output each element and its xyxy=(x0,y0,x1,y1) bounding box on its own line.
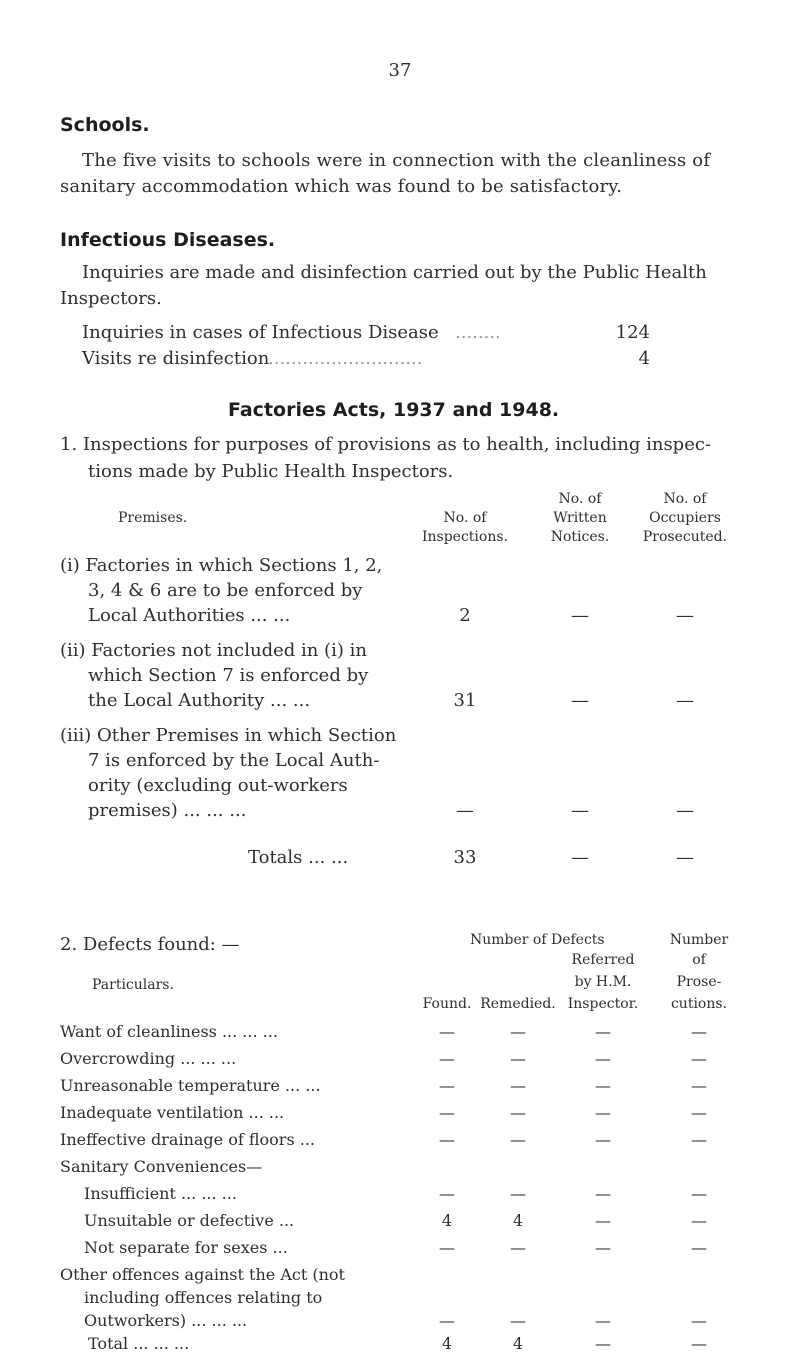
col-prosecuted-header-2: Occupiers xyxy=(649,510,721,526)
infectious-intro-line2: Inspectors. xyxy=(60,288,162,309)
col-referred-header-2: by H.M. xyxy=(574,974,632,990)
defect-found: — xyxy=(439,1130,455,1149)
premises-row-line: 3, 4 & 6 are to be enforced by xyxy=(88,580,363,601)
defect-found: — xyxy=(439,1049,455,1068)
defect-row xyxy=(0,1211,801,1233)
premises-row-line: which Section 7 is enforced by xyxy=(88,665,369,686)
row-notices: — xyxy=(571,690,589,711)
row-inspections: — xyxy=(456,800,474,821)
col-prosecuted-header-3: Prosecuted. xyxy=(642,529,728,545)
defect-label: Inadequate ventilation ... ... xyxy=(60,1103,285,1122)
defect-label: Unreasonable temperature ... ... xyxy=(60,1076,321,1095)
premises-row-line: Local Authorities ... ... xyxy=(88,605,291,626)
defect-label: Insufficient ... ... ... xyxy=(84,1184,237,1203)
infectious-item-value: 4 xyxy=(638,348,650,369)
defect-referred: — xyxy=(595,1049,611,1068)
col-notices-header-1: No. of xyxy=(558,491,602,507)
schools-text-line1: The five visits to schools were in connection with the cleanliness of xyxy=(82,150,711,171)
row-notices: — xyxy=(571,605,589,626)
defect-label: Ineffective drainage of floors ... xyxy=(60,1130,315,1149)
defect-row xyxy=(0,1311,801,1333)
defect-prosecutions: — xyxy=(691,1103,707,1122)
premises-row-line: (ii) Factories not included in (i) in xyxy=(60,640,367,661)
row-prosecuted: — xyxy=(676,800,694,821)
defect-row xyxy=(0,1076,801,1098)
defect-total-found: 4 xyxy=(441,1334,453,1353)
infectious-item-label: Visits re disinfection xyxy=(82,348,270,369)
defect-prosecutions: — xyxy=(691,1311,707,1330)
defect-label: Outworkers) ... ... ... xyxy=(84,1311,248,1330)
defect-referred: — xyxy=(595,1103,611,1122)
section2-title: 2. Defects found: — xyxy=(60,934,240,955)
defect-remedied: 4 xyxy=(512,1211,524,1230)
defect-referred: — xyxy=(595,1211,611,1230)
defect-prosecutions: — xyxy=(691,1184,707,1203)
premises-row-line: the Local Authority ... ... xyxy=(88,690,311,711)
col-inspections-header-2: Inspections. xyxy=(421,529,508,545)
defect-remedied: — xyxy=(510,1311,526,1330)
defect-row xyxy=(0,1288,801,1310)
defect-total-referred: — xyxy=(595,1334,611,1353)
col-referred-header-1: Referred xyxy=(571,952,635,968)
defect-remedied: — xyxy=(510,1130,526,1149)
col-prosecutions-header-3: Prose- xyxy=(676,974,722,990)
totals-prosecuted: — xyxy=(676,847,694,868)
defects-group-header: Number of Defects xyxy=(470,932,605,948)
defect-remedied: — xyxy=(510,1184,526,1203)
row-notices: — xyxy=(571,800,589,821)
infectious-item-leader: ........ xyxy=(455,322,501,343)
col-remedied-header: Remedied. xyxy=(480,996,556,1012)
col-prosecutions-header-2: of xyxy=(692,952,706,968)
defect-total-prosecutions: — xyxy=(691,1334,707,1353)
defect-referred: — xyxy=(595,1311,611,1330)
defect-referred: — xyxy=(595,1022,611,1041)
premises-row-line: (iii) Other Premises in which Section xyxy=(60,725,397,746)
infectious-intro-line1: Inquiries are made and disinfection carried out by the Public Health xyxy=(82,262,707,283)
defect-label: including offences relating to xyxy=(84,1288,323,1307)
premises-row-line: 7 is enforced by the Local Auth- xyxy=(88,750,380,771)
totals-label: Totals ... ... xyxy=(248,847,349,868)
defect-row xyxy=(0,1157,801,1179)
defect-row xyxy=(0,1103,801,1125)
defect-found: — xyxy=(439,1184,455,1203)
infectious-heading: Infectious Diseases. xyxy=(60,229,276,251)
infectious-item-label: Inquiries in cases of Infectious Disease xyxy=(82,322,439,343)
factories-heading: Factories Acts, 1937 and 1948. xyxy=(228,399,560,421)
defect-prosecutions: — xyxy=(691,1076,707,1095)
particulars-header: Particulars. xyxy=(92,977,174,993)
defect-prosecutions: — xyxy=(691,1211,707,1230)
defect-total-row xyxy=(0,1334,801,1356)
defect-found: — xyxy=(439,1076,455,1095)
infectious-item-value: 124 xyxy=(615,322,650,343)
page-number: 37 xyxy=(388,60,412,81)
premises-row-line: premises) ... ... ... xyxy=(88,800,247,821)
row-prosecuted: — xyxy=(676,605,694,626)
defect-remedied: — xyxy=(510,1049,526,1068)
defect-row xyxy=(0,1130,801,1152)
col-notices-header-3: Notices. xyxy=(550,529,610,545)
defect-remedied: — xyxy=(510,1103,526,1122)
defect-found: — xyxy=(439,1311,455,1330)
defect-row xyxy=(0,1238,801,1260)
section1-title-line1: 1. Inspections for purposes of provisions as to health, including inspec- xyxy=(60,434,712,455)
defect-referred: — xyxy=(595,1184,611,1203)
defect-row xyxy=(0,1022,801,1044)
defect-total-remedied: 4 xyxy=(512,1334,524,1353)
section1-title-line2: tions made by Public Health Inspectors. xyxy=(88,461,454,482)
defect-row xyxy=(0,1049,801,1071)
col-notices-header-2: Written xyxy=(553,510,607,526)
defect-prosecutions: — xyxy=(691,1022,707,1041)
infectious-item-leader: ........................... xyxy=(268,348,423,369)
defect-prosecutions: — xyxy=(691,1238,707,1257)
defect-label: Sanitary Conveniences— xyxy=(60,1157,263,1176)
defect-found: — xyxy=(439,1022,455,1041)
defect-prosecutions: — xyxy=(691,1049,707,1068)
col-prosecutions-header-1: Number xyxy=(669,932,729,948)
defect-label: Not separate for sexes ... xyxy=(84,1238,288,1257)
defect-referred: — xyxy=(595,1130,611,1149)
row-prosecuted: — xyxy=(676,690,694,711)
col-prosecutions-header-4: cutions. xyxy=(670,996,728,1012)
defect-referred: — xyxy=(595,1238,611,1257)
defect-prosecutions: — xyxy=(691,1130,707,1149)
defect-found: — xyxy=(439,1238,455,1257)
defect-label: Overcrowding ... ... ... xyxy=(60,1049,237,1068)
col-inspections-header-1: No. of xyxy=(443,510,487,526)
defect-remedied: — xyxy=(510,1076,526,1095)
defect-total-label: Total ... ... ... xyxy=(88,1334,190,1353)
col-referred-header-3: Inspector. xyxy=(567,996,639,1012)
defect-label: Want of cleanliness ... ... ... xyxy=(60,1022,278,1041)
row-inspections: 31 xyxy=(453,690,477,711)
schools-text-line2: sanitary accommodation which was found to be satisfactory. xyxy=(60,176,623,197)
defect-label: Other offences against the Act (not xyxy=(60,1265,345,1284)
defect-remedied: — xyxy=(510,1022,526,1041)
defect-remedied: — xyxy=(510,1238,526,1257)
premises-row-line: (i) Factories in which Sections 1, 2, xyxy=(60,555,383,576)
premises-row-line: ority (excluding out-workers xyxy=(88,775,348,796)
defect-row xyxy=(0,1184,801,1206)
defect-found: — xyxy=(439,1103,455,1122)
defect-found: 4 xyxy=(441,1211,453,1230)
row-inspections: 2 xyxy=(459,605,471,626)
col-found-header: Found. xyxy=(422,996,472,1012)
defect-label: Unsuitable or defective ... xyxy=(84,1211,295,1230)
defect-referred: — xyxy=(595,1076,611,1095)
totals-inspections: 33 xyxy=(453,847,477,868)
col-premises-header: Premises. xyxy=(118,510,188,526)
col-prosecuted-header-1: No. of xyxy=(663,491,707,507)
totals-notices: — xyxy=(571,847,589,868)
schools-heading: Schools. xyxy=(60,114,150,136)
defect-row xyxy=(0,1265,801,1287)
